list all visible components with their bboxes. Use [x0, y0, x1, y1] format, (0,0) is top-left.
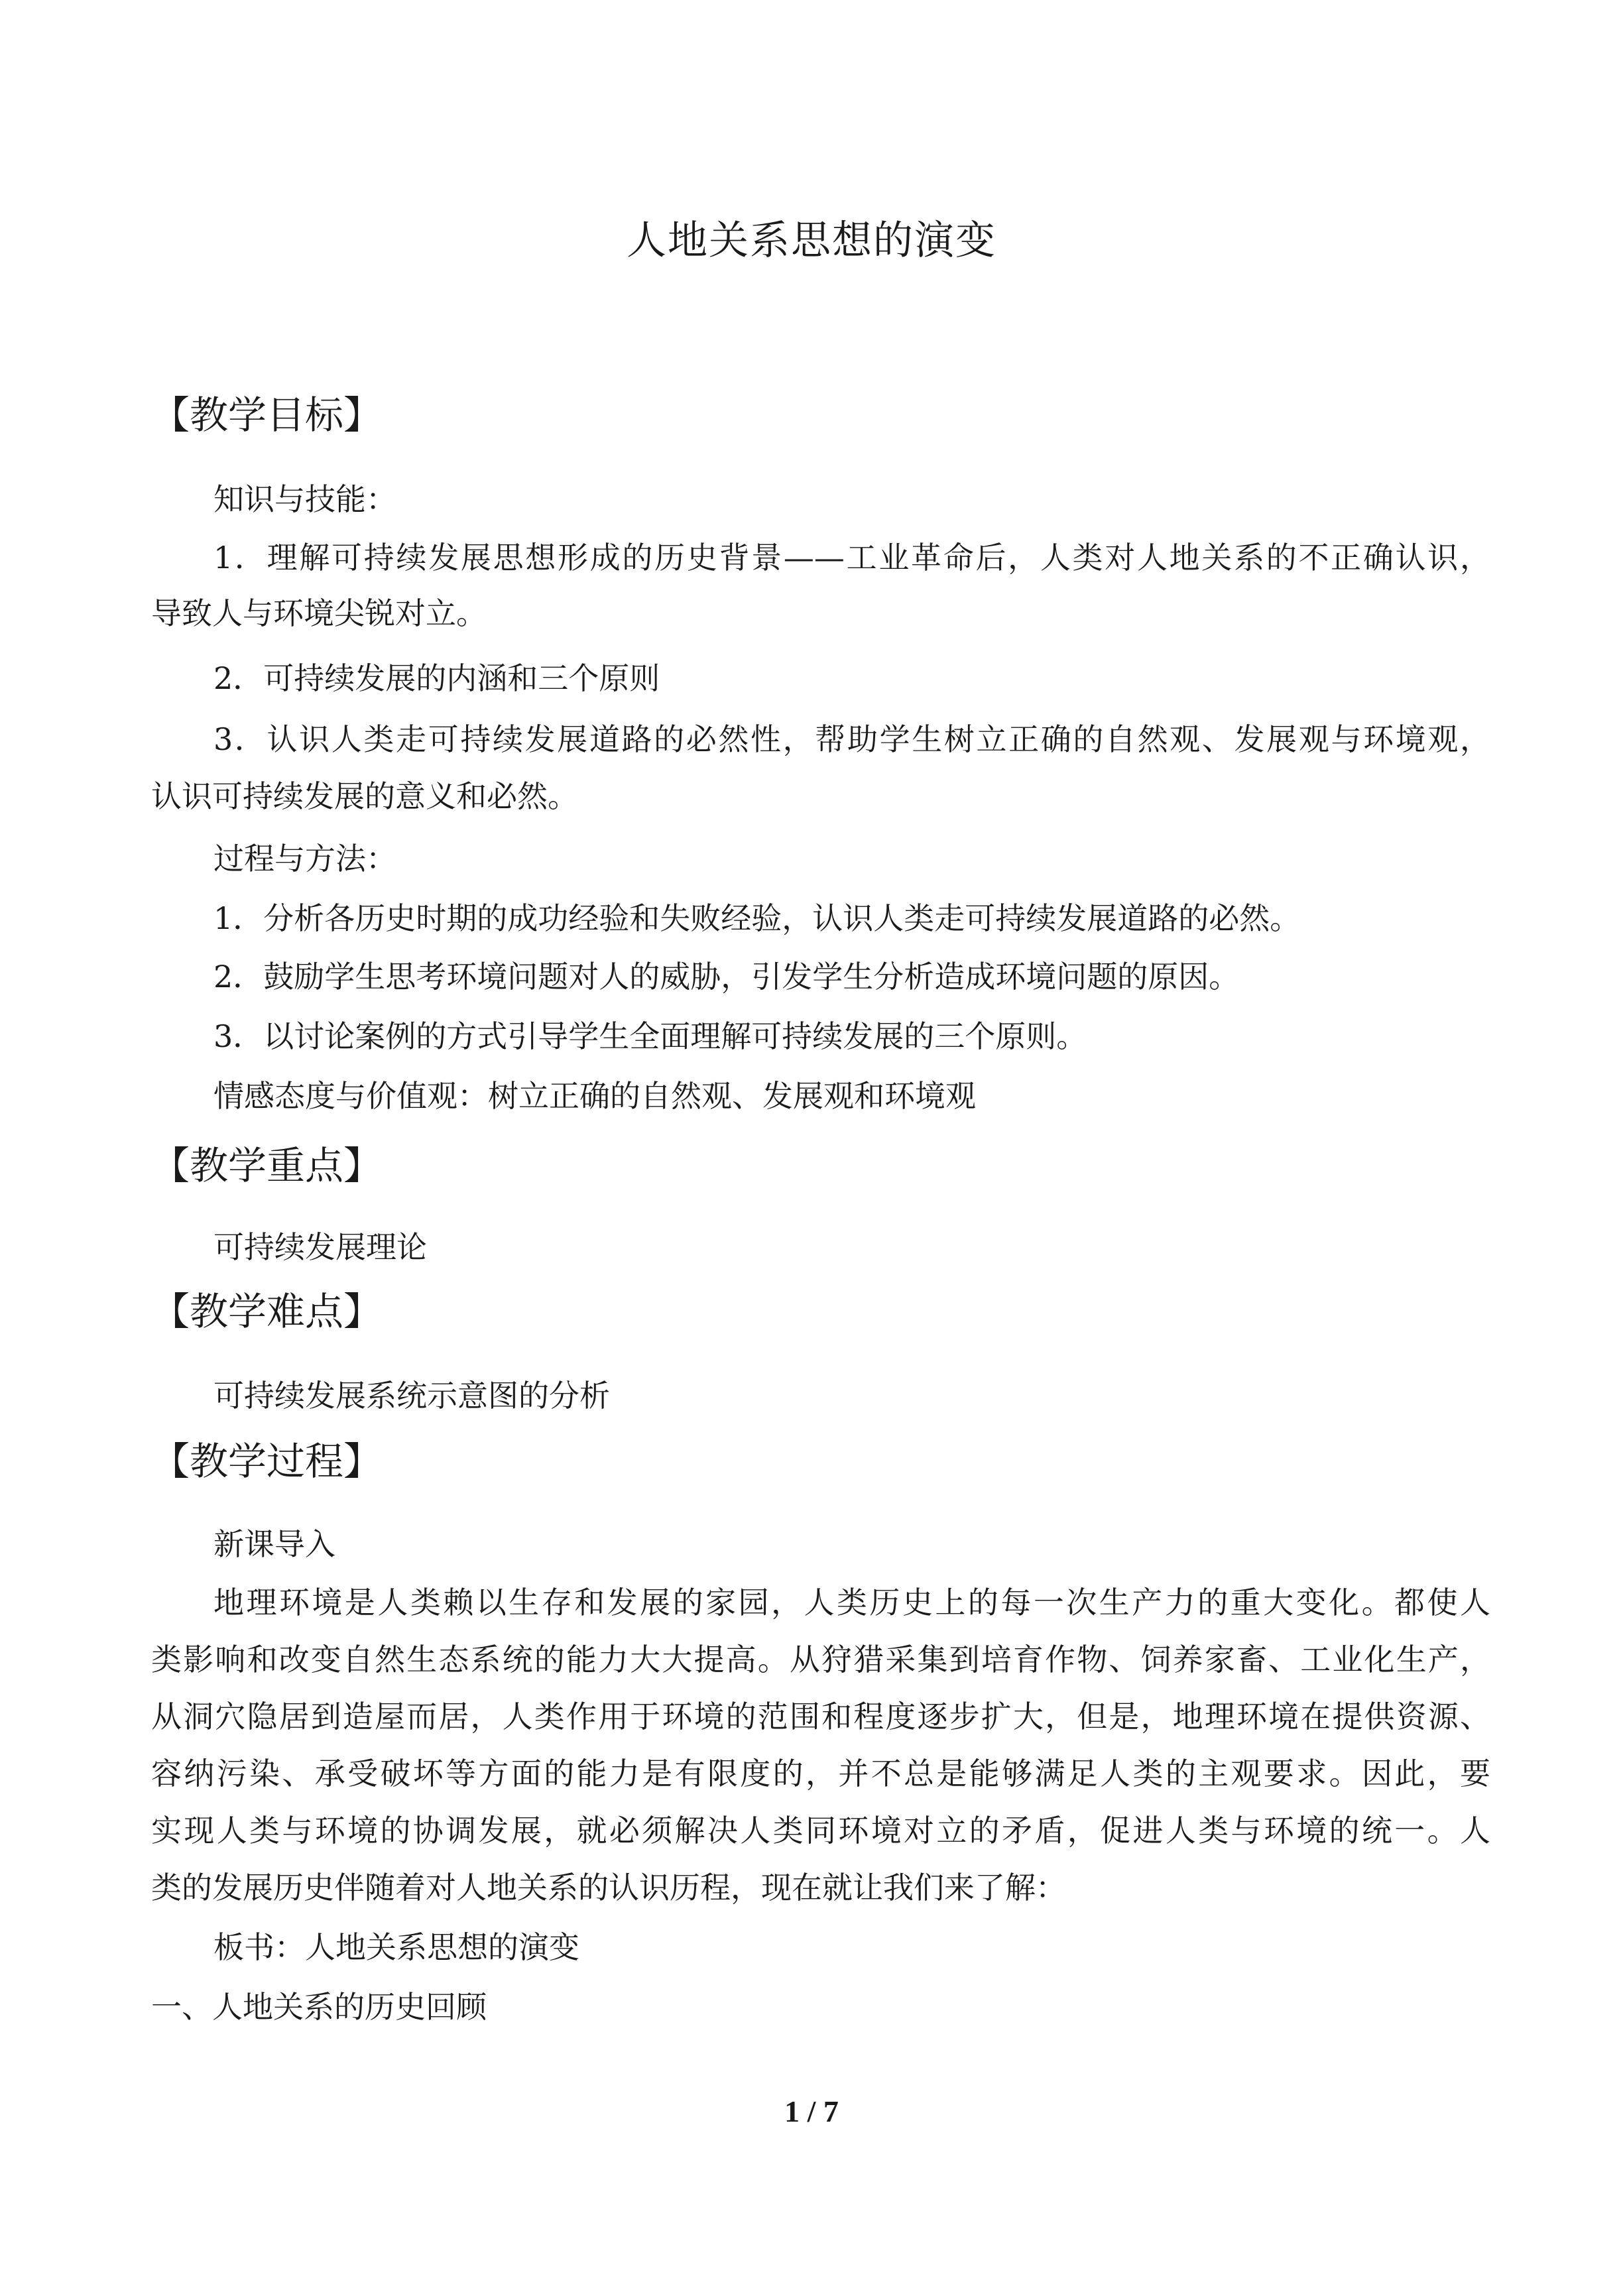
key-points-content: 可持续发展理论 — [213, 1229, 427, 1265]
knowledge-item-3: 3．认识人类走可持续发展道路的必然性，帮助学生树立正确的自然观、发展观与环境观， — [213, 721, 1490, 757]
difficulties-content: 可持续发展系统示意图的分析 — [213, 1378, 610, 1414]
heading-difficulties: 【教学难点】 — [151, 1289, 383, 1334]
process-item-2: 2．鼓励学生思考环境问题对人的威胁，引发学生分析造成环境问题的原因。 — [213, 959, 1240, 995]
knowledge-label: 知识与技能： — [213, 481, 396, 517]
intro-paragraph-line-1: 地理环境是人类赖以生存和发展的家园，人类历史上的每一次生产力的重大变化。都使人 — [213, 1585, 1490, 1620]
process-label: 过程与方法： — [213, 841, 396, 876]
intro-label: 新课导入 — [213, 1526, 335, 1562]
knowledge-item-1: 1．理解可持续发展思想形成的历史背景——工业革命后，人类对人地关系的不正确认识， — [213, 540, 1490, 575]
process-item-1: 1．分析各历史时期的成功经验和失败经验，认识人类走可持续发展道路的必然。 — [213, 900, 1301, 936]
emotion-values: 情感态度与价值观：树立正确的自然观、发展观和环境观 — [213, 1078, 976, 1114]
intro-paragraph-line-6: 类的发展历史伴随着对人地关系的认识历程，现在就让我们来了解： — [151, 1870, 1066, 1905]
heading-objectives: 【教学目标】 — [151, 393, 383, 438]
intro-paragraph-line-2: 类影响和改变自然生态系统的能力大大提高。从狩猎采集到培育作物、饲养家畜、工业化生产， — [151, 1642, 1490, 1677]
document-title: 人地关系思想的演变 — [627, 217, 996, 264]
process-item-3: 3．以讨论案例的方式引导学生全面理解可持续发展的三个原则。 — [213, 1018, 1087, 1054]
intro-paragraph-line-4: 容纳污染、承受破坏等方面的能力是有限度的，并不总是能够满足人类的主观要求。因此，要 — [151, 1756, 1490, 1791]
knowledge-item-1-cont: 导致人与环境尖锐对立。 — [151, 595, 487, 631]
knowledge-item-2: 2．可持续发展的内涵和三个原则 — [213, 660, 660, 696]
subsection-title: 一、人地关系的历史回顾 — [151, 1989, 487, 2025]
intro-paragraph-line-5: 实现人类与环境的协调发展，就必须解决人类同环境对立的矛盾，促进人类与环境的统一。人 — [151, 1813, 1490, 1848]
board-note: 板书：人地关系思想的演变 — [213, 1929, 579, 1965]
page-indicator: 1 / 7 — [784, 2094, 839, 2128]
intro-paragraph-line-3: 从洞穴隐居到造屋而居，人类作用于环境的范围和程度逐步扩大，但是，地理环境在提供资源、 — [151, 1699, 1490, 1734]
knowledge-item-3-cont: 认识可持续发展的意义和必然。 — [151, 778, 578, 814]
heading-process: 【教学过程】 — [151, 1439, 383, 1484]
heading-key-points: 【教学重点】 — [151, 1143, 383, 1188]
